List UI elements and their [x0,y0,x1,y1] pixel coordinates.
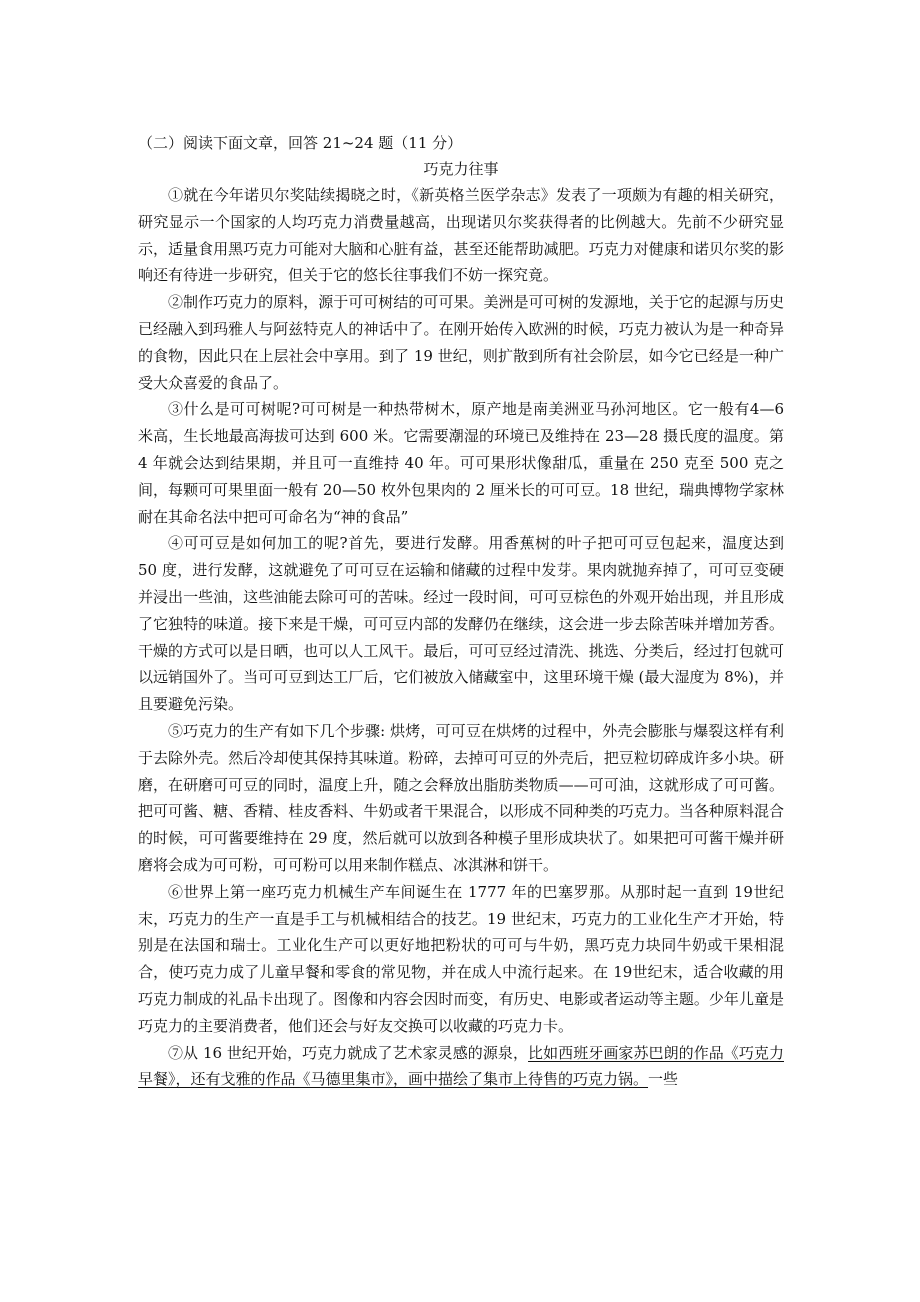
paragraph-5: ⑤巧克力的生产有如下几个步骤: 烘烤，可可豆在烘烤的过程中，外壳会膨胀与爆裂这样有利于去除外壳。然后冷却使其保持其味道。粉碎，去掉可可豆的外壳后，把豆粒切碎成许多小块。研磨，在研磨可可豆的同时，温度上升，随之会释放出脂肪类物质——可可油，这就形成了可可酱。把可可酱、糖、香精、桂皮香料、牛奶或者干果混合，以形成不同种类的巧克力。当各种原料混合的时候，可可酱要维持在 29 度，然后就可以放到各种模子里形成块状了。如果把可可酱干燥并研磨将会成为可可粉，可可粉可以用来制作糕点、冰淇淋和饼干。 [138,721,784,874]
section-heading: （二）阅读下面文章，回答 21~24 题（11 分） [138,134,463,152]
paragraph-7-tail: 一些 [648,1070,679,1089]
underlined-sentence: 比如西班牙画家苏巴朗的作品《巧克力早餐》，还有戈雅的作品《马德里集市》，画中描绘了集市上待售的巧克力锅。 [138,1043,784,1089]
paragraph-4: ④可可豆是如何加工的呢?首先，要进行发酵。用香蕉树的叶子把可可豆包起来，温度达到 50 度，进行发酵，这就避免了可可豆在运输和储藏的过程中发芽。果肉就抛弃掉了，可可豆变硬并浸出一些油，这些油能去除可可的苦味。经过一段时间，可可豆棕色的外观开始出现，并且形成了它独特的味道。接下来是干燥，可可豆内部的发酵仍在继续，这会进一步去除苦味并增加芳香。干燥的方式可以是日晒，也可以人工风干。最后，可可豆经过清洗、挑选、分类后，经过打包就可以远销国外了。当可可豆到达工厂后，它们被放入储藏室中，这里环境干燥 (最大湿度为 8%)，并且要避免污染。 [138,534,784,714]
paragraph-7 [138,1040,784,1094]
paragraph-2: ②制作巧克力的原料，源于可可树结的可可果。美洲是可可树的发源地，关于它的起源与历史已经融入到玛雅人与阿兹特克人的神话中了。在刚开始传入欧洲的时候，巧克力被认为是一种奇异的食物，因此只在上层社会中享用。到了 19 世纪，则扩散到所有社会阶层，如今它已经是一种广受大众喜爱的食品了。 [138,293,784,392]
paragraph-1: ①就在今年诺贝尔奖陆续揭晓之时，《新英格兰医学杂志》发表了一项颇为有趣的相关研究，研究显示一个国家的人均巧克力消费量越高，出现诺贝尔奖获得者的比例越大。先前不少研究显示，适量食用黑巧克力可能对大脑和心脏有益，甚至还能帮助减肥。巧克力对健康和诺贝尔奖的影响还有待进一步研究，但关于它的悠长往事我们不妨一探究竟。 [138,186,784,285]
paragraph-6: ⑥世界上第一座巧克力机械生产车间诞生在 1777 年的巴塞罗那。从那时起一直到 19世纪末，巧克力的生产一直是手工与机械相结合的技艺。19 世纪末，巧克力的工业化生产才开始，特别是在法国和瑞士。工业化生产可以更好地把粉状的可可与牛奶，黑巧克力块同牛奶或干果相混合，使巧克力成了儿童早餐和零食的常见物，并在成人中流行起来。在 19世纪末，适合收藏的用巧克力制成的礼品卡出现了。图像和内容会因时而变，有历史、电影或者运动等主题。少年儿童是巧克力的主要消费者，他们还会与好友交换可以收藏的巧克力卡。 [138,882,784,1035]
document-page [138,130,784,1093]
article-title: 巧克力往事 [423,160,499,178]
paragraph-3: ③什么是可可树呢?可可树是一种热带树木，原产地是南美洲亚马孙河地区。它一般有4—6 米高，生长地最高海拔可达到 600 米。它需要潮湿的环境已及维持在 23—28 摄氏度的温度。第 4 年就会达到结果期，并且可一直维持 40 年。可可果形状像甜瓜，重量在 250 克至 500 克之间，每颗可可果里面一般有 20—50 枚外包果肉的 2 厘米长的可可豆。18 世纪，瑞典博物学家林耐在其命名法中把可可命名为“神的食品” [138,400,784,526]
paragraph-7-lead: ⑦从 16 世纪开始，巧克力就成了艺术家灵感的源泉， [168,1043,529,1062]
